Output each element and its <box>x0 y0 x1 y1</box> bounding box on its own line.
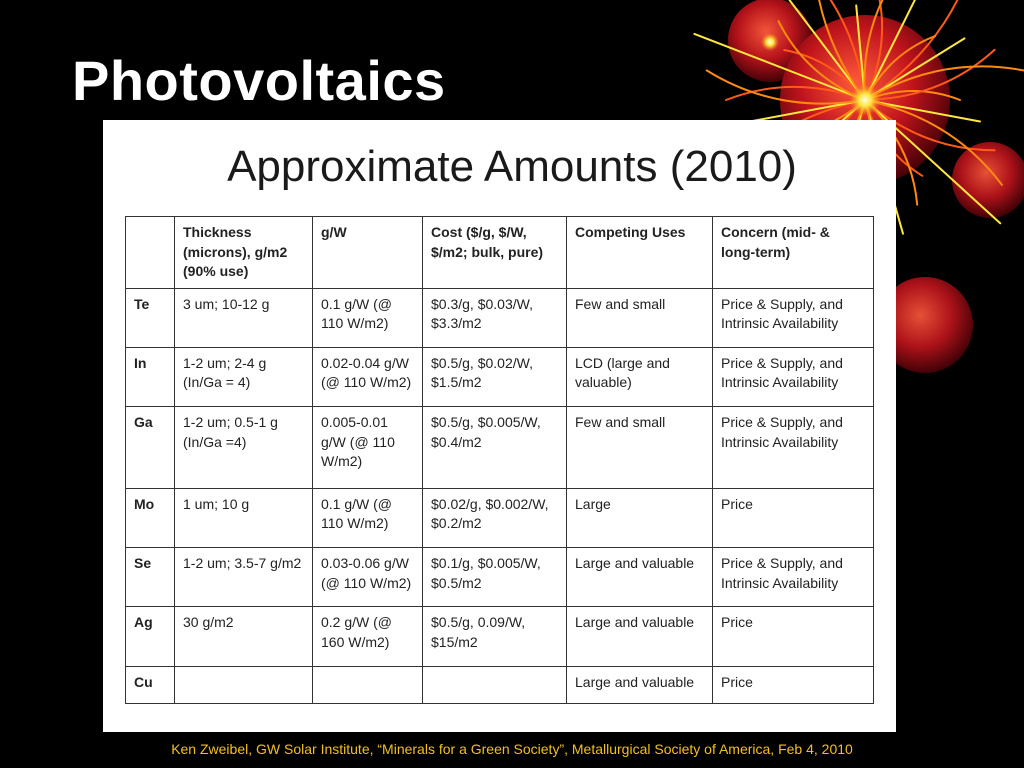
table-cell: Price & Supply, and Intrinsic Availability <box>713 407 874 489</box>
table-cell: 0.1 g/W (@ 110 W/m2) <box>313 488 423 547</box>
element-symbol: Mo <box>126 488 175 547</box>
table-cell: Price <box>713 666 874 703</box>
table-row <box>126 488 874 547</box>
table-cell: $0.5/g, $0.005/W, $0.4/m2 <box>423 407 567 489</box>
table-cell: 0.1 g/W (@ 110 W/m2) <box>313 288 423 347</box>
table-cell <box>423 666 567 703</box>
column-header: Thickness (microns), g/m2 (90% use) <box>175 217 313 289</box>
table-cell: $0.5/g, $0.02/W, $1.5/m2 <box>423 347 567 406</box>
table-cell: 0.03-0.06 g/W (@ 110 W/m2) <box>313 548 423 607</box>
table-cell: Price <box>713 488 874 547</box>
table-cell: LCD (large and valuable) <box>567 347 713 406</box>
table-cell: Large and valuable <box>567 607 713 666</box>
table-cell <box>175 666 313 703</box>
table-cell: 0.2 g/W (@ 160 W/m2) <box>313 607 423 666</box>
table-cell <box>313 666 423 703</box>
element-symbol: In <box>126 347 175 406</box>
column-header: g/W <box>313 217 423 289</box>
table-row <box>126 407 874 489</box>
table-cell: 1-2 um; 2-4 g (In/Ga = 4) <box>175 347 313 406</box>
table-row <box>126 347 874 406</box>
table-cell: Large and valuable <box>567 548 713 607</box>
table-cell: 1-2 um; 0.5-1 g (In/Ga =4) <box>175 407 313 489</box>
table-heading: Approximate Amounts (2010) <box>227 142 797 191</box>
table-cell: $0.02/g, $0.002/W, $0.2/m2 <box>423 488 567 547</box>
table-cell: Price & Supply, and Intrinsic Availability <box>713 347 874 406</box>
column-header: Competing Uses <box>567 217 713 289</box>
table-cell: $0.1/g, $0.005/W, $0.5/m2 <box>423 548 567 607</box>
table-cell: Large <box>567 488 713 547</box>
element-symbol: Ga <box>126 407 175 489</box>
element-symbol: Ag <box>126 607 175 666</box>
table-cell: Few and small <box>567 407 713 489</box>
column-header: Cost ($/g, $/W, $/m2; bulk, pure) <box>423 217 567 289</box>
amounts-table <box>125 216 874 704</box>
table-cell: 3 um; 10-12 g <box>175 288 313 347</box>
table-row <box>126 607 874 666</box>
table-cell: $0.3/g, $0.03/W, $3.3/m2 <box>423 288 567 347</box>
table-row <box>126 288 874 347</box>
table-cell: 1 um; 10 g <box>175 488 313 547</box>
element-symbol: Te <box>126 288 175 347</box>
column-header: Concern (mid- & long-term) <box>713 217 874 289</box>
column-header <box>126 217 175 289</box>
element-symbol: Cu <box>126 666 175 703</box>
element-symbol: Se <box>126 548 175 607</box>
table-cell: Price & Supply, and Intrinsic Availability <box>713 288 874 347</box>
table-header-row <box>126 217 874 289</box>
slide-title: Photovoltaics <box>72 49 446 112</box>
table-cell: 0.005-0.01 g/W (@ 110 W/m2) <box>313 407 423 489</box>
table-cell: Price <box>713 607 874 666</box>
table-cell: 1-2 um; 3.5-7 g/m2 <box>175 548 313 607</box>
table-cell: $0.5/g, 0.09/W, $15/m2 <box>423 607 567 666</box>
table-cell: 30 g/m2 <box>175 607 313 666</box>
table-row <box>126 548 874 607</box>
table-row <box>126 666 874 703</box>
table-cell: Large and valuable <box>567 666 713 703</box>
source-citation: Ken Zweibel, GW Solar Institute, “Minerals for a Green Society”, Metallurgical Society of America, Feb 4, 2010 <box>171 741 853 757</box>
table-cell: 0.02-0.04 g/W (@ 110 W/m2) <box>313 347 423 406</box>
table-cell: Few and small <box>567 288 713 347</box>
table-cell: Price & Supply, and Intrinsic Availability <box>713 548 874 607</box>
